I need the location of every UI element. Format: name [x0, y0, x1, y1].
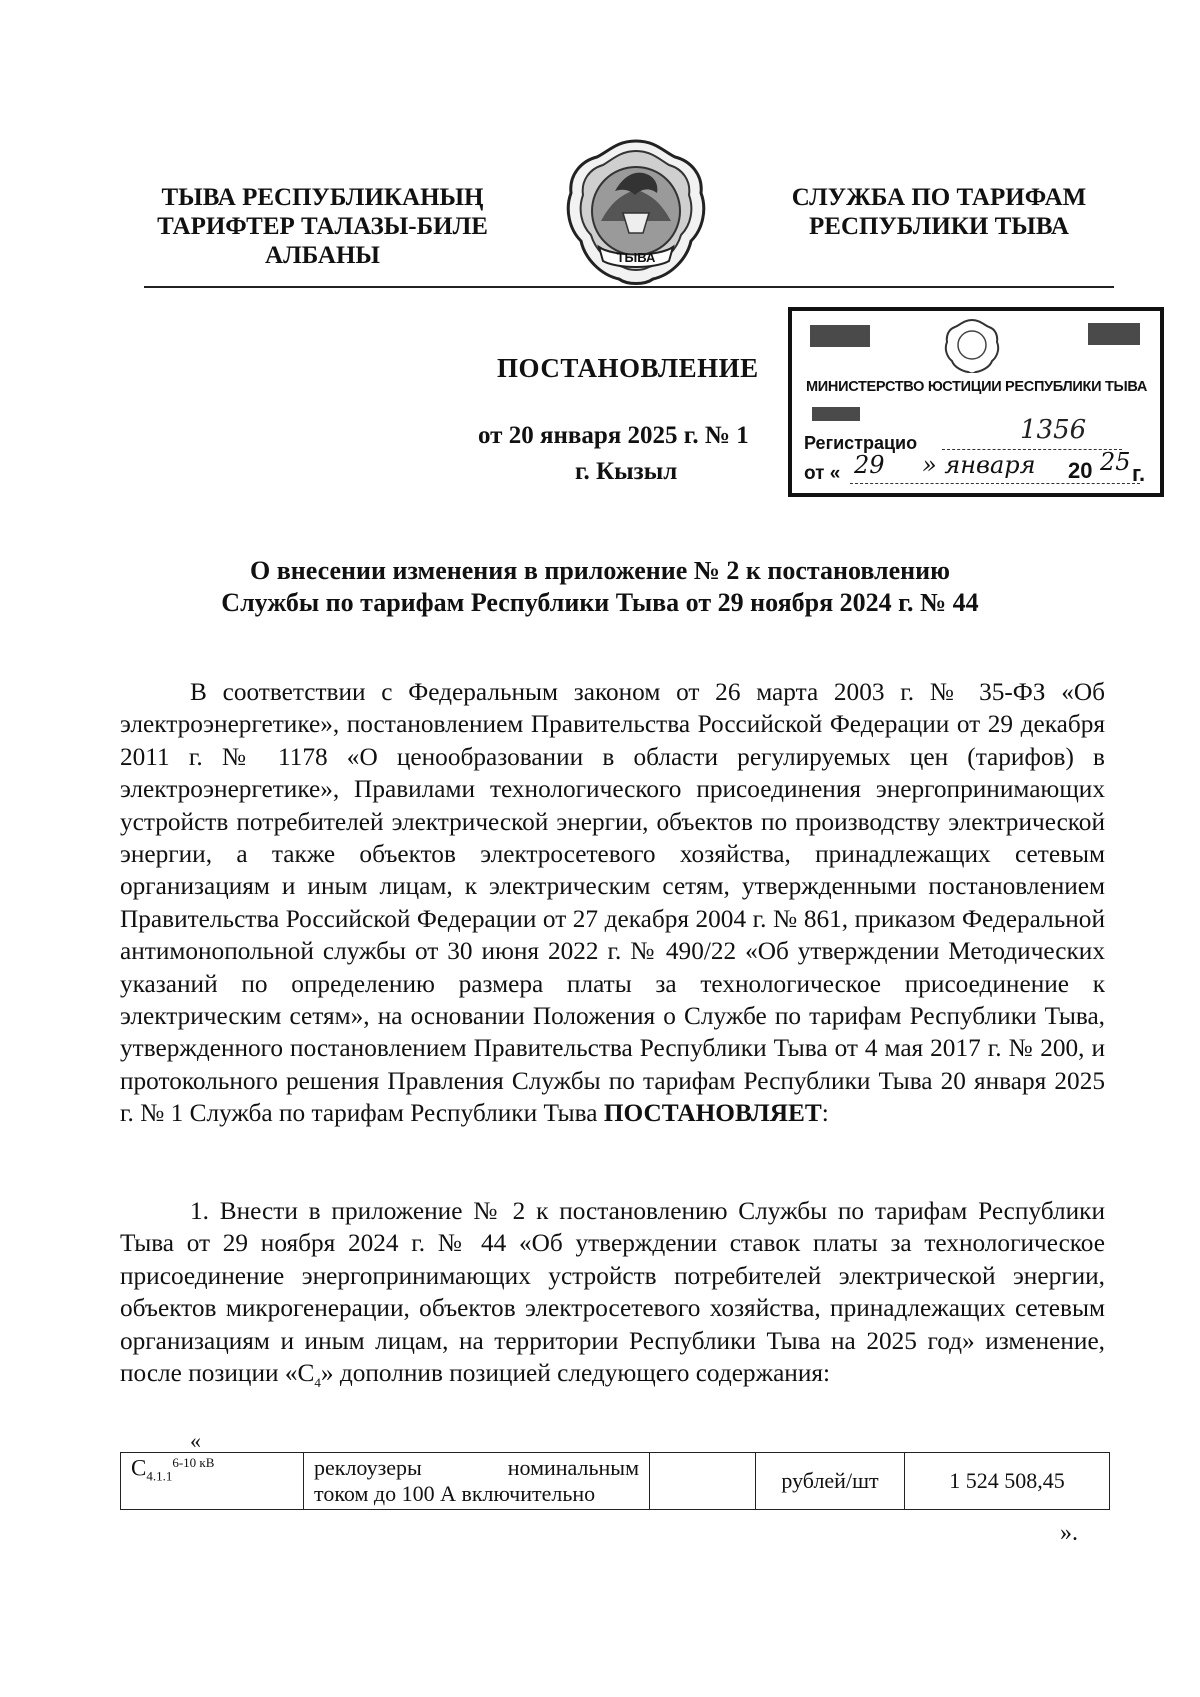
stamp-date-day: 29: [854, 451, 885, 479]
position-code-sub: 4.1.1: [146, 1468, 173, 1484]
item-1-subscript: 4: [314, 1375, 321, 1391]
preamble-colon: :: [821, 1099, 829, 1128]
table-quote-open: «: [190, 1428, 201, 1453]
stamp-ministry-name: МИНИСТЕРСТВО ЮСТИЦИИ РЕСПУБЛИКИ ТЫВА: [806, 379, 1148, 395]
subject-line: Службы по тарифам Республики Тыва от 29 ноября 2024 г. № 44: [221, 588, 979, 617]
stamp-registration-number: 1356: [1020, 415, 1087, 445]
stamp-date-month: » января: [922, 451, 1036, 479]
stamp-date-year-g: г.: [1132, 461, 1146, 486]
position-table: [120, 1452, 1110, 1510]
table-quote-close: ».: [1060, 1520, 1078, 1546]
document-title: ПОСТАНОВЛЕНИЕ: [497, 353, 759, 383]
stamp-emblem-icon: [944, 317, 1000, 373]
stamp-ink-smudge: [1088, 323, 1140, 345]
stamp-registration-label: Регистрацио: [804, 433, 918, 453]
header-left-line: ТЫВА РЕСПУБЛИКАНЫҢ: [161, 184, 484, 211]
body-paragraph-preamble: [120, 676, 1105, 1130]
document-city: г. Кызыл: [575, 458, 678, 485]
stamp-date-prefix: от «: [804, 463, 841, 484]
header-left-line: АЛБАНЫ: [265, 242, 380, 269]
subject-line: О внесении изменения в приложение № 2 к постановлению: [250, 556, 950, 585]
header-divider: [144, 286, 1114, 288]
table-row: [121, 1453, 1110, 1510]
position-code-cell: [121, 1453, 304, 1510]
registration-stamp: [788, 307, 1164, 497]
stamp-number-line: [942, 449, 1122, 450]
position-code: С: [131, 1455, 147, 1481]
stamp-date-year-prefix: 20: [1068, 458, 1093, 483]
stamp-ink-smudge: [812, 407, 860, 421]
document-subject: [150, 555, 1050, 619]
stamp-date-line: [850, 483, 1140, 484]
item-1-text: 1. Внести в приложение № 2 к постановлению Службы по тарифам Республики Тыва от 29 ноября 2024 г. № 44 «Об утверждении ставок платы за технологическое присоединение энергопринимающих устройств потребителей электрической энергии, объектов микрогенерации, объектов электросетевого хозяйства, принадлежащих сетевым организациям и иным лицам, на территории Республики Тыва на 2025 год» изменение, после позиции «С: [120, 1197, 1105, 1388]
header-right-authority-name: [778, 183, 1100, 241]
position-description-cell: [304, 1453, 650, 1510]
tuva-emblem-icon: [563, 137, 709, 287]
stamp-date-year-suffix: 25: [1100, 448, 1131, 476]
position-value-cell: 1 524 508,45: [905, 1453, 1110, 1510]
emblem-label: ТЫВА: [616, 250, 656, 265]
position-empty-cell: [650, 1453, 756, 1510]
preamble-text: В соответствии с Федеральным законом от 26 марта 2003 г. № 35-ФЗ «Об электроэнергетике», постановлением Правительства Российской Федерации от 29 декабря 2011 г. № 1178 «О ценообразовании в области регулируемых цен (тарифов) в электроэнергетике», Правилами технологического присоединения энергопринимающих устройств потребителей электрической энергии, объектов по производству электрической энергии, а также объектов электросетевого хозяйства, принадлежащих сетевым организациям и иным лицам, к электрическим сетям, утвержденными постановлением Правительства Российской Федерации от 27 декабря 2004 г. № 861, приказом Федеральной антимонопольной службы от 30 июня 2022 г. № 490/22 «Об утверждении Методических указаний по определению размера платы за технологическое присоединение к электрическим сетям», на основании Положения о Службе по тарифам Республики Тыва, утвержденного постановлением Правительства Республики Тыва от 4 мая 2017 г. № 200, и протокольного решения Правления Службы по тарифам Республики Тыва 20 января 2025 г. № 1 Служба по тарифам Республики Тыва: [120, 678, 1105, 1128]
position-description-line: током до 100 А включительно: [314, 1481, 596, 1506]
body-paragraph-item-1: [120, 1195, 1105, 1399]
document-date-number: от 20 января 2025 г. № 1: [478, 422, 749, 449]
header-left-authority-name: [150, 183, 495, 270]
header-right-line: РЕСПУБЛИКИ ТЫВА: [809, 213, 1069, 240]
preamble-resolves: ПОСТАНОВЛЯЕТ: [603, 1099, 822, 1128]
header-right-line: СЛУЖБА ПО ТАРИФАМ: [791, 184, 1087, 211]
position-code-sup: 6-10 кВ: [172, 1455, 215, 1470]
position-description-line: реклоузеры номинальным: [314, 1455, 639, 1480]
position-unit-cell: рублей/шт: [756, 1453, 905, 1510]
header-left-line: ТАРИФТЕР ТАЛАЗЫ-БИЛЕ: [157, 213, 488, 240]
stamp-ink-smudge: [810, 325, 870, 347]
item-1-text-end: » дополнив позицией следующего содержания:: [320, 1359, 831, 1388]
